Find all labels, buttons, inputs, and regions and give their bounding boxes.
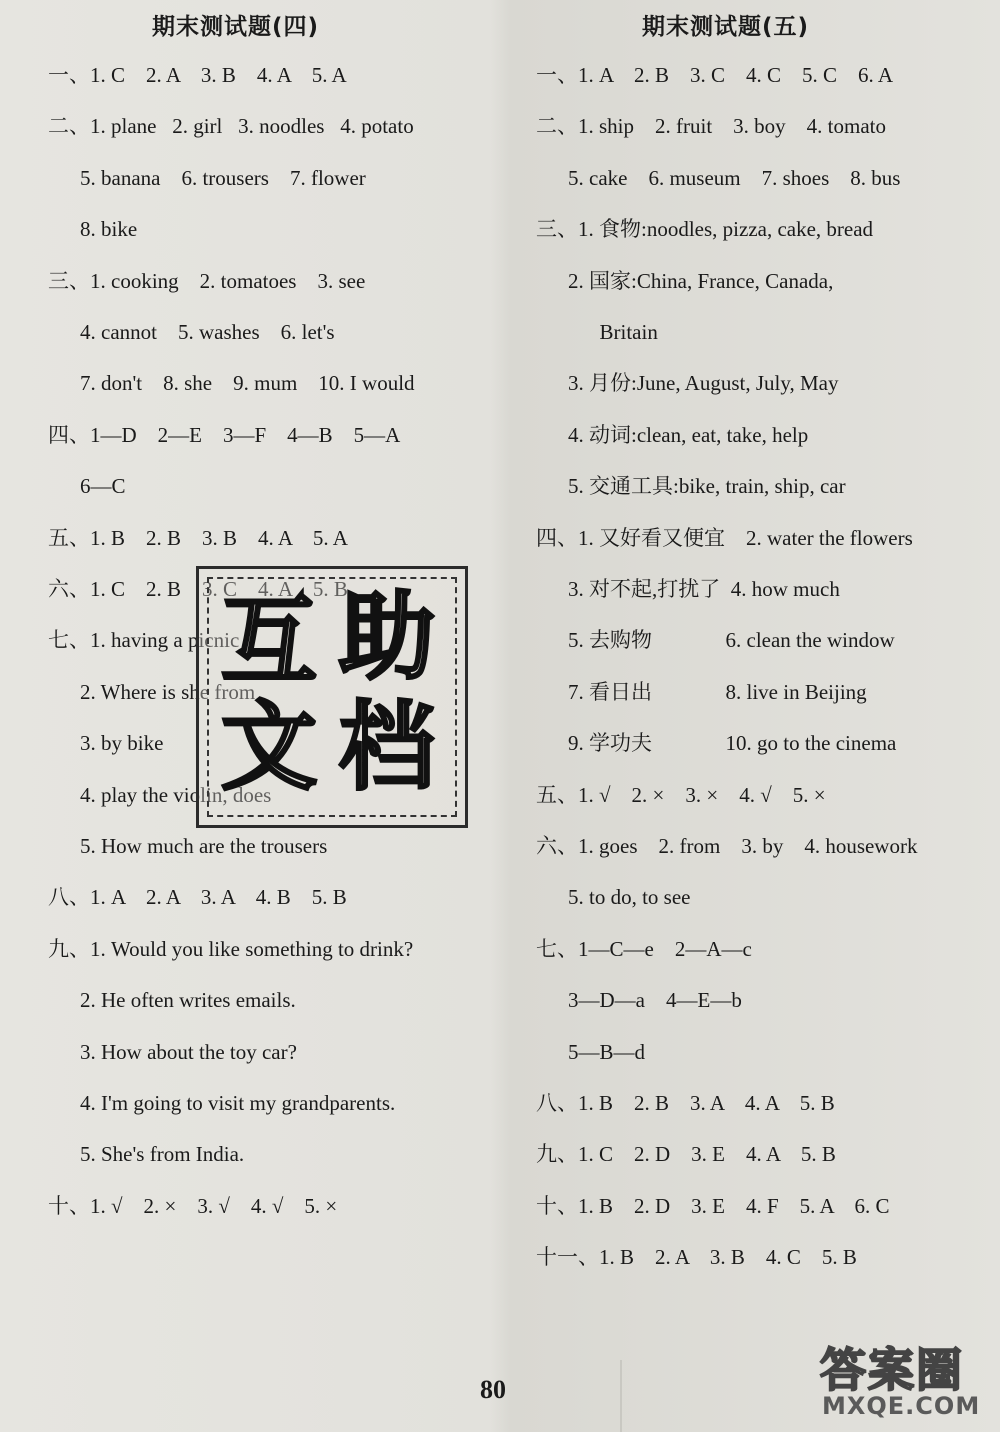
left-answer-line: 五、1. B 2. B 3. B 4. A 5. A [48,526,348,550]
right-answer-line: Britain [568,320,658,344]
seal-char-4: 档 [339,691,435,803]
left-answer-line: 四、1—D 2—E 3—F 4—B 5—A [48,423,401,447]
seal-char-1: 互 [221,585,317,697]
left-answer-line: 8. bike [80,217,138,241]
right-answer-line: 4. 动词:clean, eat, take, help [568,423,809,447]
right-answer-line: 十一、1. B 2. A 3. B 4. C 5. B [536,1245,857,1269]
right-answer-line: 五、1. √ 2. × 3. × 4. √ 5. × [536,783,826,807]
right-answer-line: 3. 月份:June, August, July, May [568,371,839,395]
right-answer-line: 六、1. goes 2. from 3. by 4. housework [536,834,918,858]
right-answer-line: 十、1. B 2. D 3. E 4. F 5. A 6. C [536,1194,890,1218]
right-answer-line: 5. to do, to see [568,885,691,909]
right-column-title: 期末测试题(五) [642,14,810,40]
left-answer-line: 九、1. Would you like something to drink? [48,937,414,961]
page-fold [620,1360,622,1432]
right-answer-line: 5. cake 6. museum 7. shoes 8. bus [568,166,901,190]
right-answer-line: 七、1—C—e 2—A—c [536,937,752,961]
left-answer-line: 4. cannot 5. washes 6. let's [80,320,335,344]
left-answer-line: 3. How about the toy car? [80,1040,297,1064]
right-answer-line: 2. 国家:China, France, Canada, [568,269,834,293]
right-answer-line: 一、1. A 2. B 3. C 4. C 5. C 6. A [536,63,894,87]
left-answer-line: 6—C [80,474,126,498]
left-answer-line: 4. I'm going to visit my grandparents. [80,1091,396,1115]
right-answer-line: 二、1. ship 2. fruit 3. boy 4. tomato [536,114,886,138]
left-answer-line: 3. by bike [80,731,164,755]
left-answer-line: 5. How much are the trousers [80,834,328,858]
watermark-logo-text: 答案圈 [820,1343,964,1397]
right-answer-line: 四、1. 又好看又便宜 2. water the flowers [536,526,913,550]
left-answer-line: 5. banana 6. trousers 7. flower [80,166,366,190]
right-answer-line: 5. 去购物 6. clean the window [568,628,895,652]
watermark-url: MXQE.COM [822,1392,981,1420]
right-answer-line: 八、1. B 2. B 3. A 4. A 5. B [536,1091,835,1115]
left-answer-line: 七、1. having a picnic [48,628,240,652]
right-answer-line: 7. 看日出 8. live in Beijing [568,680,867,704]
right-answer-line: 9. 学功夫 10. go to the cinema [568,731,897,755]
left-answer-line: 一、1. C 2. A 3. B 4. A 5. A [48,63,347,87]
left-answer-line: 六、1. C 2. B 3. C 4. A 5. B [48,577,348,601]
right-answer-line: 三、1. 食物:noodles, pizza, cake, bread [536,217,874,241]
left-answer-line: 八、1. A 2. A 3. A 4. B 5. B [48,885,347,909]
left-answer-line: 三、1. cooking 2. tomatoes 3. see [48,269,366,293]
left-answer-line: 7. don't 8. she 9. mum 10. I would [80,371,415,395]
left-answer-line: 2. He often writes emails. [80,988,296,1012]
left-answer-line: 4. play the violin, does [80,783,272,807]
left-answer-line: 十、1. √ 2. × 3. √ 4. √ 5. × [48,1194,338,1218]
right-answer-line: 九、1. C 2. D 3. E 4. A 5. B [536,1142,836,1166]
right-answer-line: 3. 对不起,打扰了 4. how much [568,577,840,601]
left-column-title: 期末测试题(四) [152,14,320,40]
right-answer-line: 5. 交通工具:bike, train, ship, car [568,474,846,498]
seal-char-3: 文 [221,691,317,803]
seal-char-2: 助 [339,581,435,693]
left-answer-line: 5. She's from India. [80,1142,245,1166]
page-number: 80 [480,1375,506,1404]
seal-stamp [196,566,468,828]
right-answer-line: 3—D—a 4—E—b [568,988,742,1012]
left-answer-line: 二、1. plane 2. girl 3. noodles 4. potato [48,114,414,138]
left-answer-line: 2. Where is she from [80,680,256,704]
site-watermark [808,1330,994,1426]
right-answer-line: 5—B—d [568,1040,646,1064]
